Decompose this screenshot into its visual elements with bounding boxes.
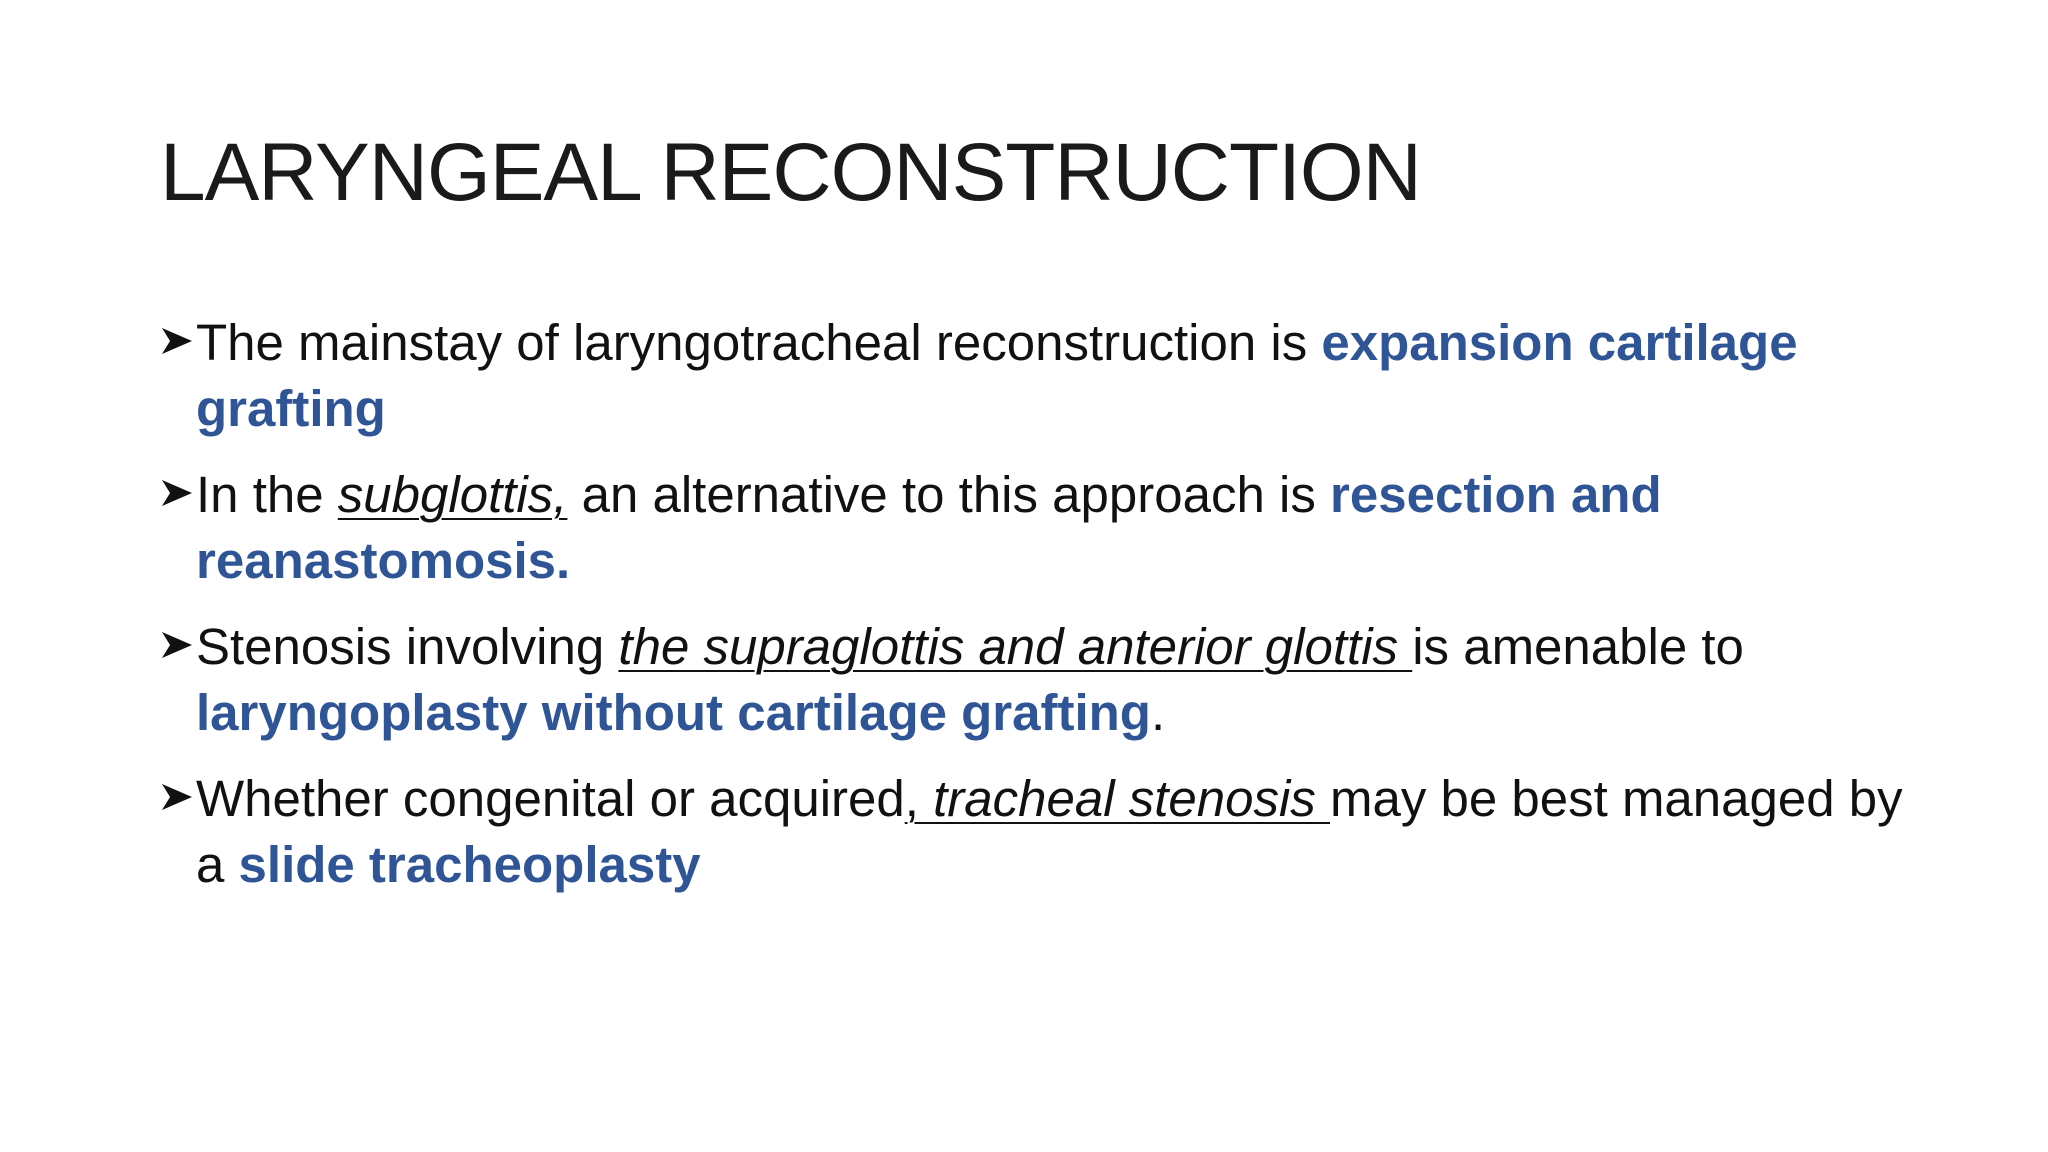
slide-title: LARYNGEAL RECONSTRUCTION (160, 127, 1421, 218)
bullet-item-2 (160, 462, 1920, 594)
bullet-text: Whether congenital or acquired (196, 770, 905, 827)
bullet-item-1 (160, 310, 1920, 442)
bullet-text: may be best managed by a (196, 770, 1903, 893)
bullet-text: is amenable to (1412, 618, 1744, 675)
bullet-text: In the (196, 466, 338, 523)
arrow-bullet-icon (160, 614, 196, 680)
underlined-comma: , (904, 770, 919, 827)
bullet-text: an alternative to this approach is (567, 466, 1331, 523)
arrow-bullet-icon (160, 766, 196, 832)
bullet-text: The mainstay of laryngotracheal reconstruction is (196, 314, 1322, 371)
highlight-text: resection and reanastomosis. (196, 466, 1662, 589)
bullet-text: Stenosis involving (196, 618, 619, 675)
emphasis-text: subglottis, (337, 466, 568, 523)
arrow-bullet-icon (160, 462, 196, 528)
bullet-text: . (1150, 684, 1166, 741)
bullet-item-3 (160, 614, 1920, 746)
highlight-text: expansion cartilage grafting (196, 314, 1798, 437)
bullet-list (160, 310, 1920, 918)
highlight-text: slide tracheoplasty (238, 836, 701, 893)
bullet-item-4 (160, 766, 1920, 898)
arrow-bullet-icon (160, 310, 196, 376)
emphasis-text: tracheal stenosis (918, 770, 1330, 827)
highlight-text: laryngoplasty without cartilage grafting (196, 684, 1151, 741)
emphasis-text: the supraglottis and anterior glottis (618, 618, 1413, 675)
